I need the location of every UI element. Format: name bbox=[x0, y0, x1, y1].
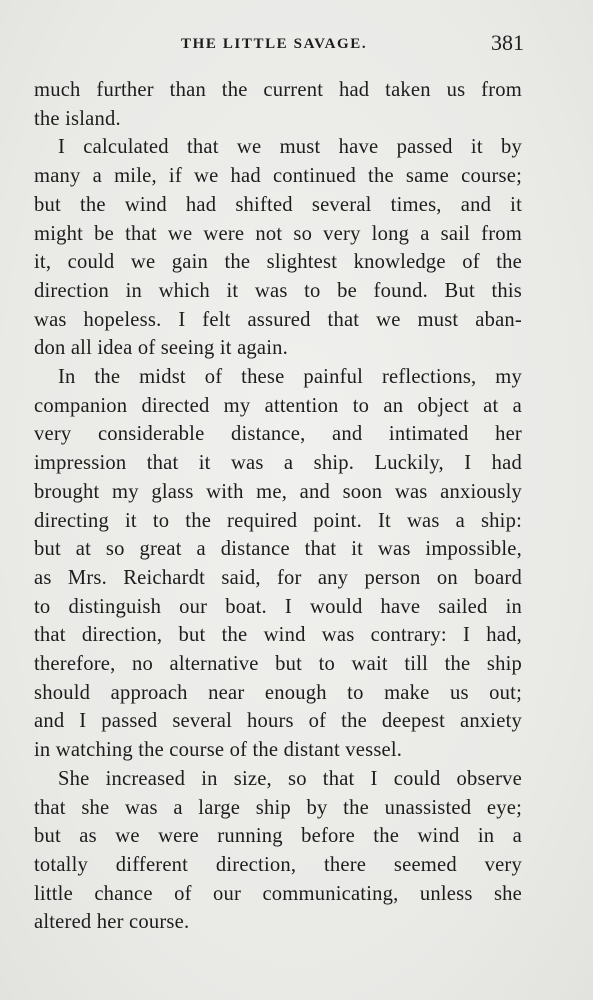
text-line: but at so great a distance that it was impossible, bbox=[34, 538, 522, 561]
text-line: the island. bbox=[34, 107, 121, 130]
text-line: companion directed my attention to an object at a bbox=[34, 394, 522, 417]
text-line: as Mrs. Reichardt said, for any person on board bbox=[34, 566, 522, 589]
body-text bbox=[34, 76, 522, 937]
text-line: totally different direction, there seemed very bbox=[34, 853, 522, 876]
text-line: altered her course. bbox=[34, 911, 190, 934]
text-line: little chance of our communicating, unless she bbox=[34, 882, 522, 905]
text-line: brought my glass with me, and soon was anxiously bbox=[34, 480, 522, 503]
text-line: but as we were running before the wind in a bbox=[34, 825, 522, 848]
text-line: many a mile, if we had continued the same course; bbox=[34, 165, 522, 188]
running-title: THE LITTLE SAVAGE. bbox=[181, 36, 368, 52]
text-line: it, could we gain the slightest knowledge of the bbox=[34, 251, 522, 274]
text-line: In the midst of these painful reflections, my bbox=[58, 366, 522, 389]
text-line: direction in which it was to be found. But this bbox=[34, 279, 522, 302]
text-line: was hopeless. I felt assured that we must aban- bbox=[34, 308, 522, 331]
text-line: impression that it was a ship. Luckily, I had bbox=[34, 452, 522, 475]
text-line: that direction, but the wind was contrary: I had, bbox=[34, 624, 522, 647]
text-line: therefore, no alternative but to wait till the ship bbox=[34, 653, 522, 676]
text-line: in watching the course of the distant vessel. bbox=[34, 739, 403, 762]
text-line: might be that we were not so very long a sail from bbox=[34, 222, 522, 245]
text-line: much further than the current had taken us from bbox=[34, 79, 522, 101]
text-line: should approach near enough to make us out; bbox=[34, 681, 522, 704]
text-line: I calculated that we must have passed it by bbox=[58, 136, 522, 159]
text-line: that she was a large ship by the unassisted eye; bbox=[34, 796, 522, 819]
text-line: directing it to the required point. It was a ship: bbox=[34, 509, 522, 532]
text-line: very considerable distance, and intimated her bbox=[34, 423, 522, 446]
text-line: to distinguish our boat. I would have sailed in bbox=[34, 595, 522, 618]
text-line: but the wind had shifted several times, and it bbox=[34, 193, 522, 216]
page-number: 381 bbox=[491, 30, 524, 55]
text-line: and I passed several hours of the deepest anxiety bbox=[34, 710, 522, 733]
page-header bbox=[34, 30, 524, 60]
text-line: don all idea of seeing it again. bbox=[34, 337, 289, 360]
text-line: She increased in size, so that I could observe bbox=[58, 767, 522, 790]
